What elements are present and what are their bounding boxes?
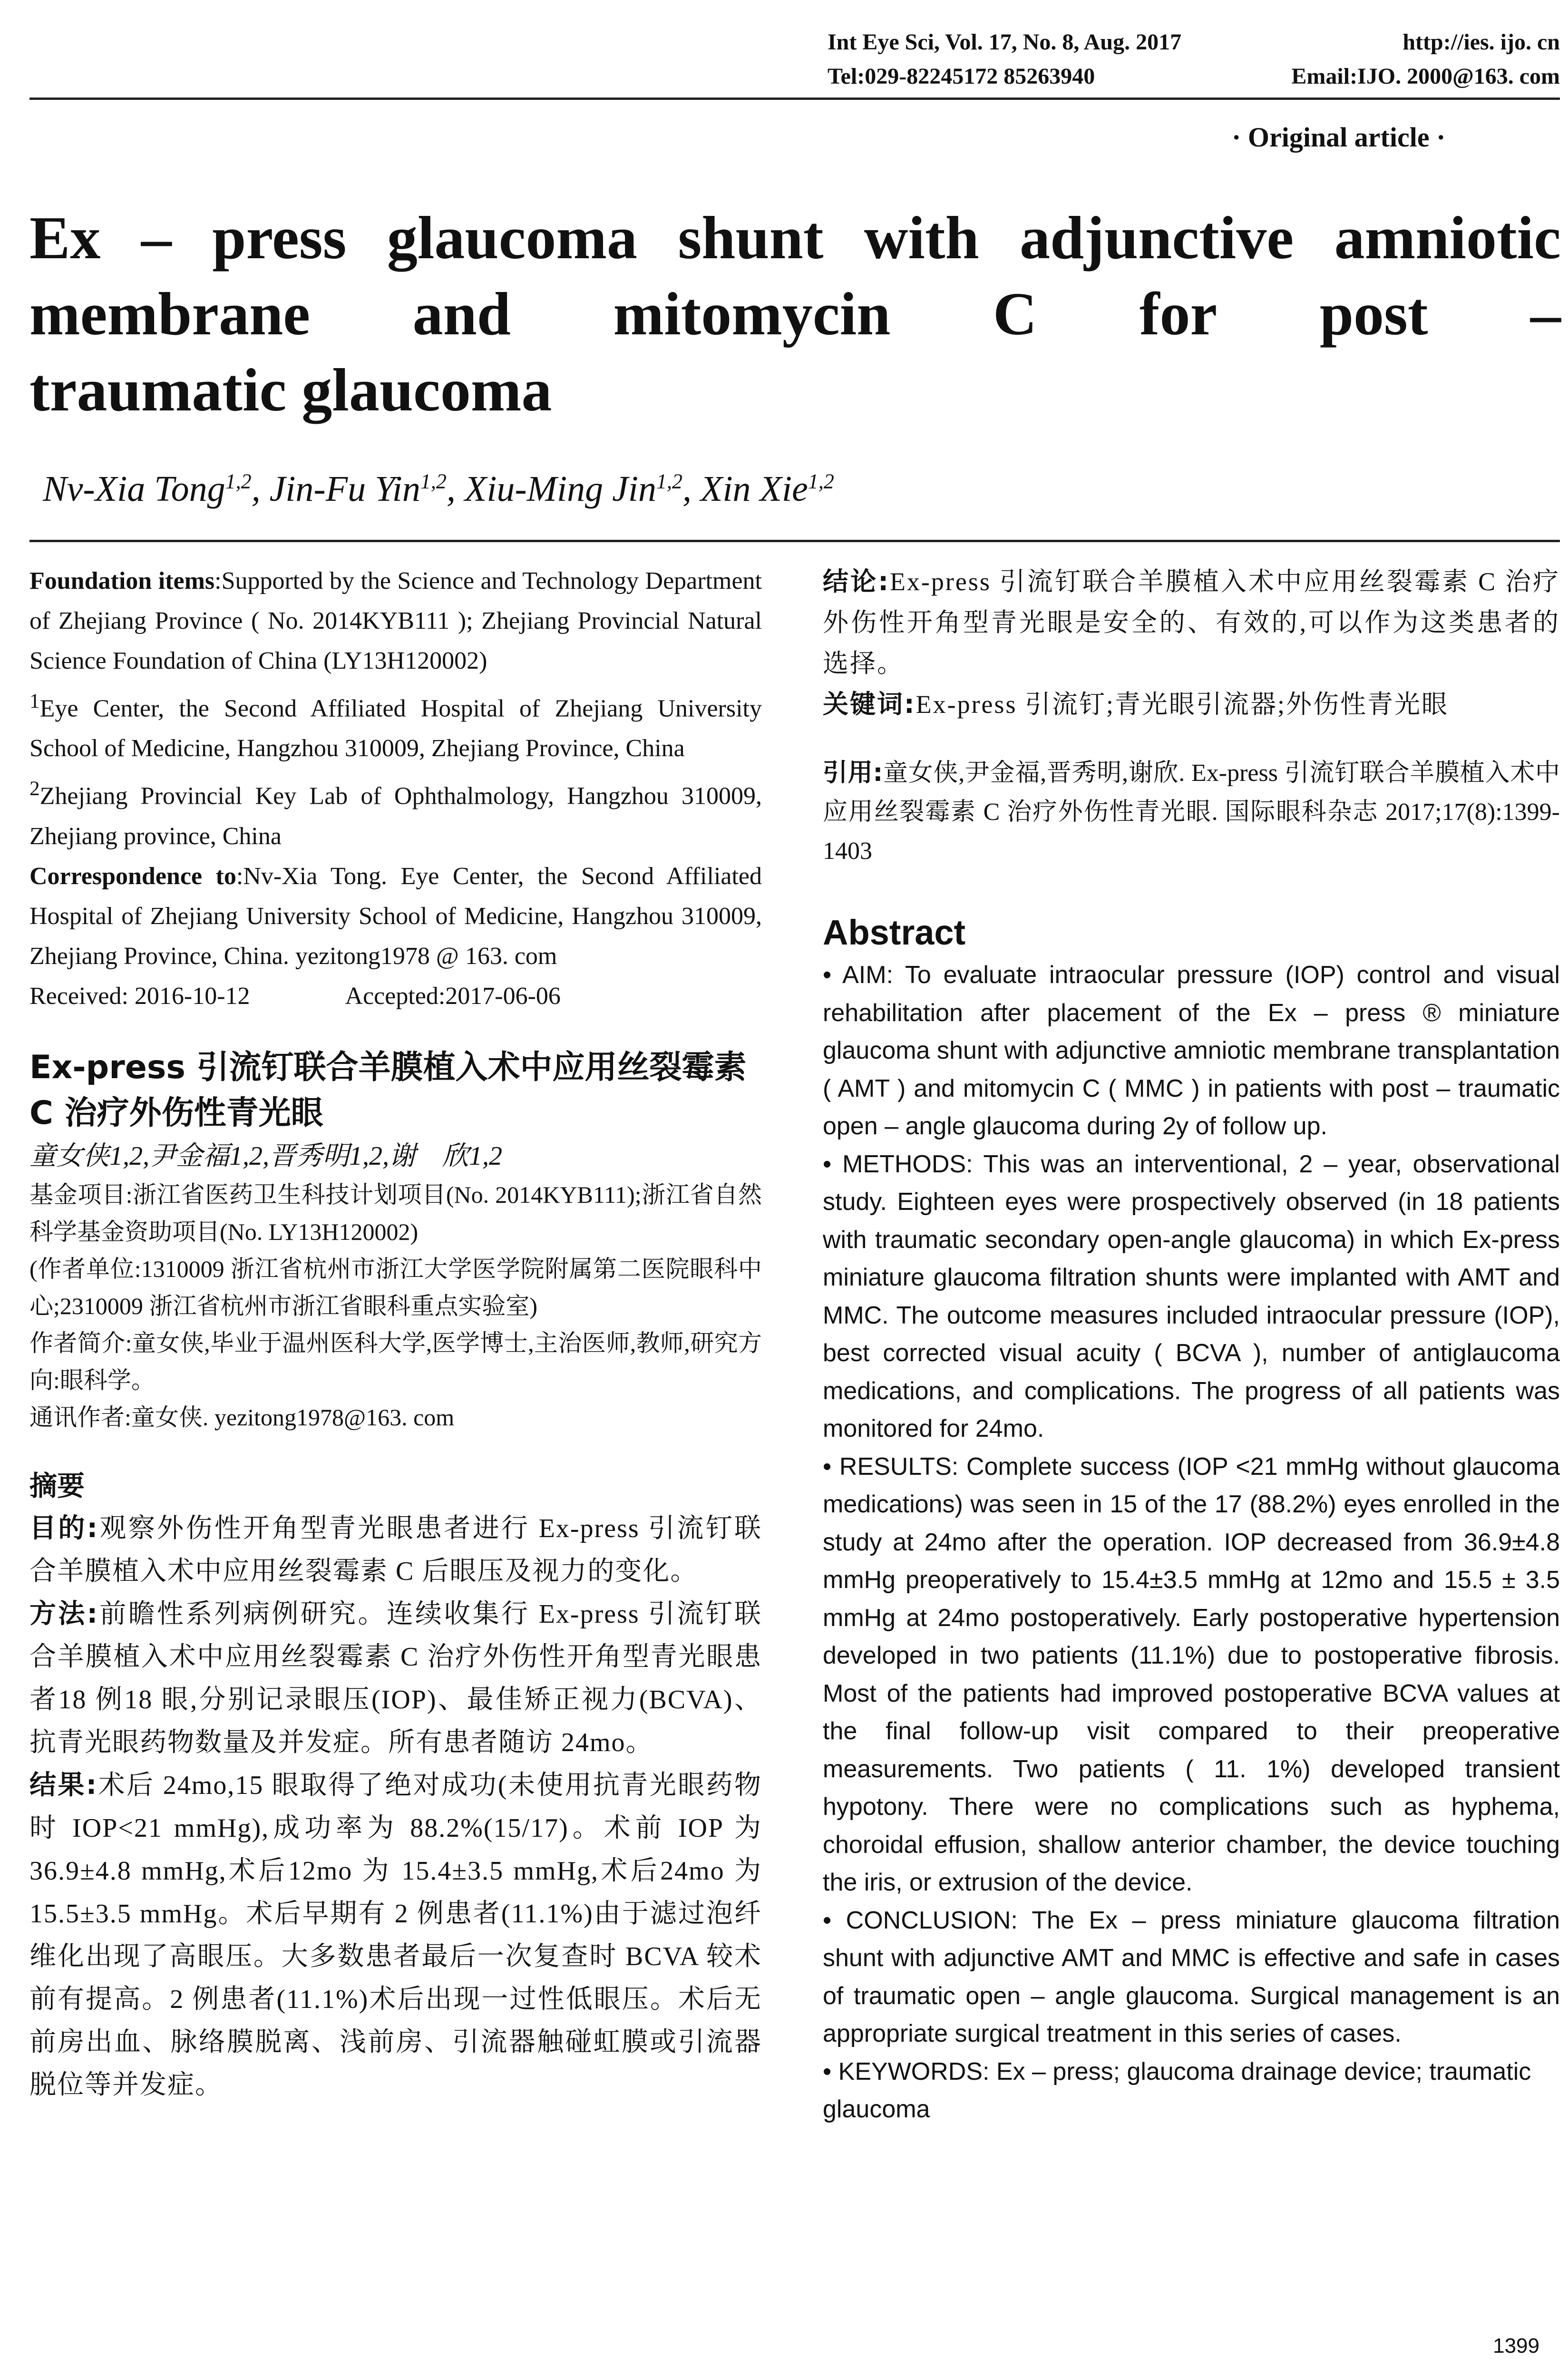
title-word: adjunctive bbox=[1020, 204, 1294, 272]
abstract-keywords: • KEYWORDS: Ex – press; glaucoma drainage device; traumatic glaucoma bbox=[823, 2057, 1531, 2123]
title-word: traumatic glaucoma bbox=[29, 356, 552, 424]
left-column bbox=[29, 561, 762, 2106]
title-divider bbox=[29, 540, 1560, 542]
chinese-abstract-heading: 摘要 bbox=[29, 1469, 85, 1502]
author-name: Nv-Xia Tong bbox=[43, 469, 225, 509]
keywords-label: 关键词: bbox=[823, 689, 916, 719]
title-word: mitomycin bbox=[613, 280, 891, 348]
title-word: press bbox=[212, 204, 347, 272]
author-affiliation: 1,2 bbox=[656, 469, 683, 493]
journal-email[interactable]: Email:IJO. 2000@163. com bbox=[1291, 63, 1560, 89]
author-list: Nv-Xia Tong$^{1,2}$, Jin-Fu Yin$^{1,2}$, Xiu-Ming Jin$^{1,2}$, Xin Xie$^{1,2}$ bbox=[43, 469, 834, 509]
chinese-unit: (作者单位:1310009 浙江省杭州市浙江大学医学院附属第二医院眼科中心;2310009 浙江省杭州市浙江省眼科重点实验室) bbox=[29, 1255, 762, 1319]
title-word: C bbox=[993, 280, 1037, 348]
results-label: 结果: bbox=[29, 1769, 98, 1801]
page-number: 1399 bbox=[1493, 2334, 1539, 2358]
foundation-text: :Supported by the Science and Technology Department of Zhejiang Province ( No. 2014KYB111 ); Zhejiang Provincial Natural Science Foundation of China (LY13H120002) bbox=[29, 567, 762, 674]
chinese-authors: 童女侠1,2,尹金福1,2,晋秀明1,2,谢 欣1,2 bbox=[29, 1141, 502, 1171]
author-affiliation: 1,2 bbox=[225, 469, 252, 493]
foundation-label: Foundation items bbox=[29, 567, 215, 594]
author-name: Jin-Fu Yin bbox=[269, 469, 420, 509]
author-name: Xiu-Ming Jin bbox=[464, 469, 657, 509]
accepted-date: Accepted:2017-06-06 bbox=[345, 982, 561, 1010]
title-word: amniotic bbox=[1334, 204, 1561, 272]
chinese-keywords bbox=[823, 684, 1560, 725]
chinese-bio: 作者简介:童女侠,毕业于温州医科大学,医学博士,主治医师,教师,研究方向:眼科学。 bbox=[29, 1329, 762, 1393]
abstract-body bbox=[823, 956, 1560, 2129]
title-line-2 bbox=[29, 276, 1561, 352]
title-word: with bbox=[864, 204, 979, 272]
foundation-items bbox=[29, 561, 762, 681]
conclusion-text: Ex-press 引流钉联合羊膜植入术中应用丝裂霉素 C 治疗外伤性开角型青光眼是安全的、有效的,可以作为这类患者的选择。 bbox=[823, 567, 1560, 678]
affiliation-1 bbox=[29, 681, 762, 769]
paper-title bbox=[29, 200, 1561, 428]
chinese-title: Ex-press 引流钉联合羊膜植入术中应用丝裂霉素 C 治疗外伤性青光眼 bbox=[29, 1048, 747, 1132]
chinese-objective bbox=[29, 1507, 762, 1593]
title-word: shunt bbox=[678, 204, 824, 272]
keywords-text: Ex-press 引流钉;青光眼引流器;外伤性青光眼 bbox=[915, 690, 1449, 719]
title-word: glaucoma bbox=[387, 204, 637, 272]
title-line-3 bbox=[29, 352, 1561, 428]
objective-label: 目的: bbox=[29, 1512, 99, 1544]
chinese-results bbox=[29, 1764, 762, 2106]
article-type: · Original article · bbox=[1232, 122, 1446, 153]
citation bbox=[823, 753, 1560, 871]
conclusion-label: 结论: bbox=[823, 566, 890, 596]
journal-tel: Tel:029-82245172 85263940 bbox=[828, 63, 1095, 89]
affiliation-text: Zhejiang Provincial Key Lab of Ophthalmology, Hangzhou 310009, Zhejiang province, China bbox=[29, 782, 762, 850]
abstract-heading: Abstract bbox=[823, 913, 966, 952]
affiliation-number: 1 bbox=[29, 690, 40, 712]
dates bbox=[29, 976, 762, 1016]
author-name: Xin Xie bbox=[701, 469, 808, 509]
title-word: and bbox=[412, 280, 511, 348]
affiliation-text: Eye Center, the Second Affiliated Hospital of Zhejiang University School of Medicine, Hangzhou 310009, Zhejiang Province, China bbox=[29, 695, 762, 762]
abstract-conclusion: • CONCLUSION: The Ex – press miniature glaucoma filtration shunt with adjunctive AMT and MMC is effective and safe in cases of traumatic open – angle glaucoma. Surgical management is an appropriate surgical treatment in this series of cases. bbox=[823, 1906, 1560, 2047]
objective-text: 观察外伤性开角型青光眼患者进行 Ex-press 引流钉联合羊膜植入术中应用丝裂霉素 C 后眼压及视力的变化。 bbox=[29, 1513, 762, 1586]
author-affiliation: 1,2 bbox=[808, 469, 834, 493]
header-divider bbox=[29, 97, 1560, 100]
abstract-results: • RESULTS: Complete success (IOP <21 mmHg without glaucoma medications) was seen in 15 of the 17 (88.2%) eyes enrolled in the study at 24mo after the operation. IOP decreased from 36.9±4.8 mmHg preoperatively to 15.4±3.5 mmHg at 12mo and 15.5 ± 3.5 mmHg at 24mo postoperatively. Early postoperative hypertension developed in two patients (11.1%) due to postoperative fibrosis. Most of the patients had improved postoperative BCVA values at the final follow-up visit compared to their preoperative measurements. Two patients ( 11. 1%) developed transient hypotony. There were no complications such as hyphema, choroidal effusion, shallow anterior chamber, the device touching the iris, or extrusion of the device. bbox=[823, 1452, 1560, 1896]
abstract-methods: • METHODS: This was an interventional, 2 – year, observational study. Eighteen eyes were prospectively observed (in 18 patients with traumatic secondary open-angle glaucoma) in which Ex-press miniature glaucoma filtration shunts were implanted with AMT and MMC. The outcome measures included intraocular pressure (IOP), best corrected visual acuity ( BCVA ), number of antiglaucoma medications, and complications. The progress of all patients was monitored for 24mo. bbox=[823, 1150, 1560, 1442]
chinese-conclusion bbox=[823, 561, 1560, 684]
affiliation-2 bbox=[29, 769, 762, 856]
methods-label: 方法: bbox=[29, 1598, 99, 1629]
title-word: – bbox=[1530, 280, 1561, 348]
received-date: Received: 2016-10-12 bbox=[29, 982, 250, 1010]
methods-text: 前瞻性系列病例研究。连续收集行 Ex-press 引流钉联合羊膜植入术中应用丝裂霉素 C 治疗外伤性开角型青光眼患者18 例18 眼,分别记录眼压(IOP)、最佳矫正视力(BCVA)、抗青光眼药物数量及并发症。所有患者随访 24mo。 bbox=[29, 1599, 762, 1757]
journal-citation: Int Eye Sci, Vol. 17, No. 8, Aug. 2017 bbox=[828, 29, 1182, 55]
running-header bbox=[828, 25, 1560, 93]
chinese-fund: 基金项目:浙江省医药卫生科技计划项目(No. 2014KYB111);浙江省自然科学基金资助项目(No. LY13H120002) bbox=[29, 1181, 762, 1245]
affiliation-number: 2 bbox=[29, 777, 40, 800]
citation-text: 童女侠,尹金福,晋秀明,谢欣. Ex-press 引流钉联合羊膜植入术中应用丝裂霉素 C 治疗外伤性青光眼. 国际眼科杂志 2017;17(8):1399-1403 bbox=[823, 760, 1560, 865]
citation-label: 引用: bbox=[823, 759, 883, 787]
correspondence-label: Correspondence to bbox=[29, 862, 236, 890]
journal-url[interactable]: http://ies. ijo. cn bbox=[1402, 29, 1560, 55]
title-line-1 bbox=[29, 200, 1561, 276]
correspondence-text: :Nv-Xia Tong. Eye Center, the Second Affiliated Hospital of Zhejiang University School of Medicine, Hangzhou 310009, Zhejiang Province, China. yezitong1978 @ 163. com bbox=[29, 862, 762, 970]
title-word: Ex bbox=[29, 204, 101, 272]
chinese-correspondence: 通讯作者:童女侠. yezitong1978@163. com bbox=[29, 1403, 455, 1431]
results-text: 术后 24mo,15 眼取得了绝对成功(未使用抗青光眼药物时 IOP<21 mmHg),成功率为 88.2%(15/17)。术前 IOP 为 36.9±4.8 mmHg,术后12mo 为 15.4±3.5 mmHg,术后24mo 为 15.5±3.5 mmHg。术后早期有 2 例患者(11.1%)由于滤过泡纤维化出现了高眼压。大多数患者最后一次复查时 BCVA 较术前有提高。2 例患者(11.1%)术后出现一过性低眼压。术后无前房出血、脉络膜脱离、浅前房、引流器触碰虹膜或引流器脱位等并发症。 bbox=[29, 1770, 762, 2100]
abstract-aim: • AIM: To evaluate intraocular pressure (IOP) control and visual rehabilitation after placement of the Ex – press ® miniature glaucoma shunt with adjunctive amniotic membrane transplantation ( AMT ) and mitomycin C ( MMC ) in patients with post – traumatic open – angle glaucoma during 2y of follow up. bbox=[823, 961, 1560, 1140]
title-word: – bbox=[141, 204, 172, 272]
title-word: membrane bbox=[29, 280, 311, 348]
right-column bbox=[823, 561, 1560, 2129]
author-affiliation: 1,2 bbox=[420, 469, 447, 493]
title-word: post bbox=[1319, 280, 1428, 348]
chinese-methods bbox=[29, 1593, 762, 1764]
title-word: for bbox=[1139, 280, 1217, 348]
correspondence bbox=[29, 857, 762, 976]
